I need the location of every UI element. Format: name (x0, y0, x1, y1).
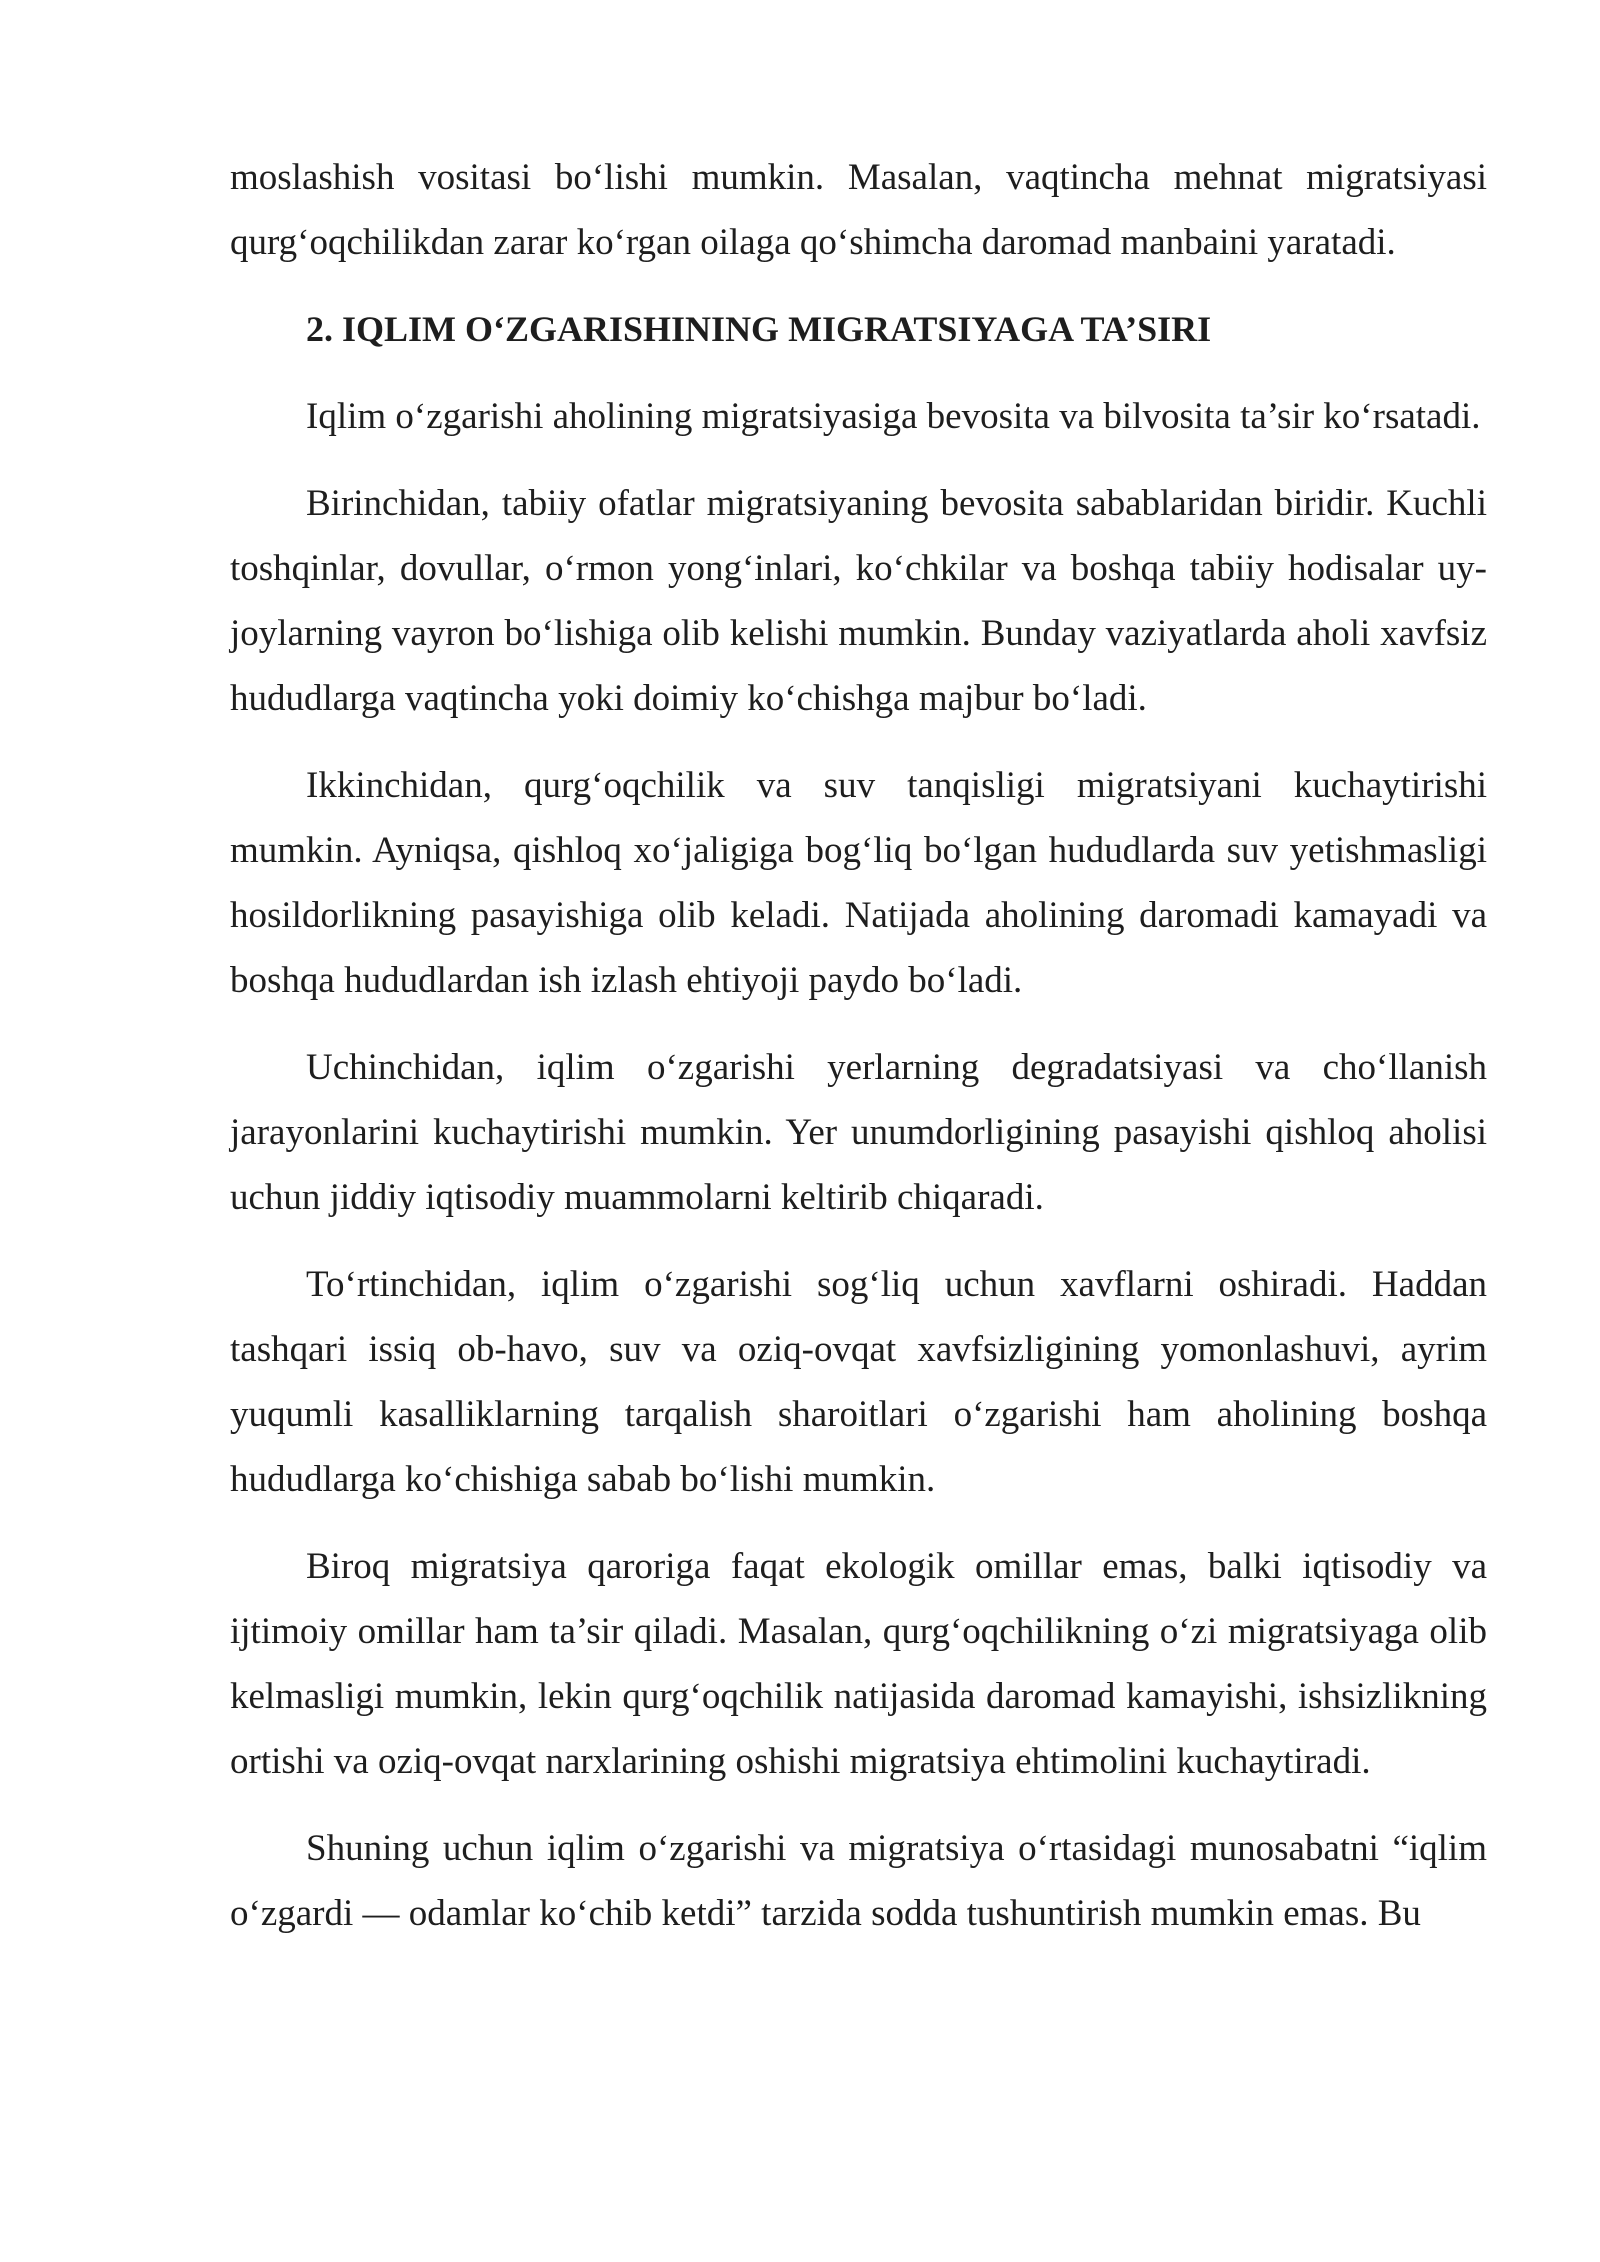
paragraph-7: Shuning uchun iqlim o‘zgarishi va migratsiya o‘rtasidagi munosabatni “iqlim o‘zgardi — odamlar ko‘chib ketdi” tarzida sodda tushuntirish mumkin emas. Bu (230, 1828, 1487, 1934)
paragraph-3: Ikkinchidan, qurg‘oqchilik va suv tanqisligi migratsiyani kuchaytirishi mumkin. Ayniqsa, qishloq xo‘jaligiga bog‘liq bo‘lgan hududlarda suv yetishmasligi hosildorlikning pasayishiga olib keladi. Natijada aholining daromadi kamayadi va boshqa hududlardan ish izlash ehtiyoji paydo bo‘ladi. (230, 765, 1487, 1001)
paragraph-5: To‘rtinchidan, iqlim o‘zgarishi sog‘liq uchun xavflarni oshiradi. Haddan tashqari issiq ob-havo, suv va oziq-ovqat xavfsizligining yomonlashuvi, ayrim yuqumli kasalliklarning tarqalish sharoitlari o‘zgarishi ham aholining boshqa hududlarga ko‘chishiga sabab bo‘lishi mumkin. (230, 1264, 1487, 1500)
section-heading: 2. IQLIM O‘ZGARISHINING MIGRATSIYAGA TA’SIRI (306, 309, 1212, 349)
paragraph-4: Uchinchidan, iqlim o‘zgarishi yerlarning degradatsiyasi va cho‘llanish jarayonlarini kuchaytirishi mumkin. Yer unumdorligining pasayishi qishloq aholisi uchun jiddiy iqtisodiy muammolarni keltirib chiqaradi. (230, 1047, 1487, 1218)
paragraph-1: Iqlim o‘zgarishi aholining migratsiyasiga bevosita va bilvosita ta’sir ko‘rsatadi. (306, 396, 1481, 437)
paragraph-6: Biroq migratsiya qaroriga faqat ekologik omillar emas, balki iqtisodiy va ijtimoiy omillar ham ta’sir qiladi. Masalan, qurg‘oqchilikning o‘zi migratsiyaga olib kelmasligi mumkin, lekin qurg‘oqchilik natijasida daromad kamayishi, ishsizlikning ortishi va oziq-ovqat narxlarining oshishi migratsiya ehtimolini kuchaytiradi. (230, 1546, 1487, 1782)
paragraph-2: Birinchidan, tabiiy ofatlar migratsiyaning bevosita sabablaridan biridir. Kuchli toshqinlar, dovullar, o‘rmon yong‘inlari, ko‘chkilar va boshqa tabiiy hodisalar uy-joylarning vayron bo‘lishiga olib kelishi mumkin. Bunday vaziyatlarda aholi xavfsiz hududlarga vaqtincha yoki doimiy ko‘chishga majbur bo‘ladi. (230, 483, 1487, 719)
intro-paragraph: moslashish vositasi bo‘lishi mumkin. Masalan, vaqtincha mehnat migratsiyasi qurg‘oqchilikdan zarar ko‘rgan oilaga qo‘shimcha daromad manbaini yaratadi. (230, 157, 1487, 263)
